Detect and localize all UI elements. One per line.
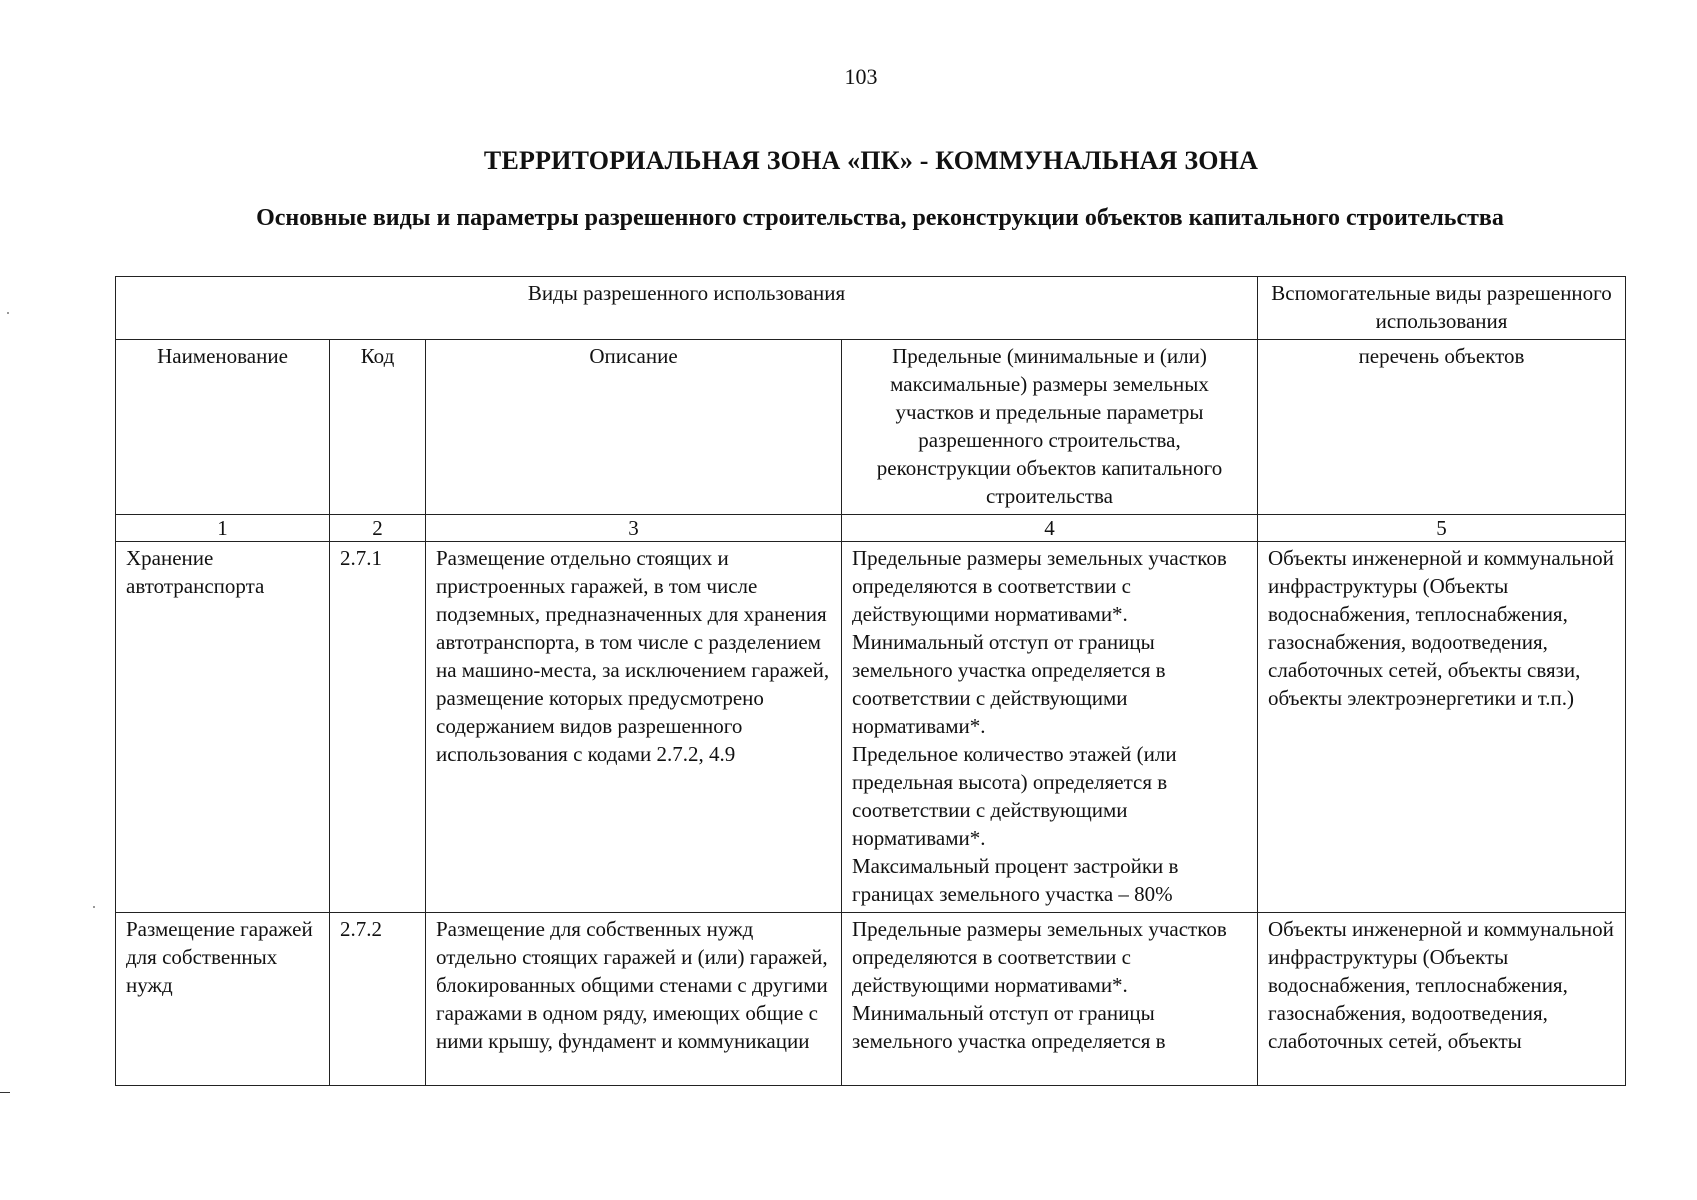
column-number: 3 xyxy=(426,515,842,542)
limits-line: Предельное количество этажей (или предельная высота) определяется в соответствии с действующими нормативами*. xyxy=(852,742,1177,850)
header-limits: Предельные (минимальные и (или) максимальные) размеры земельных участков и предельные параметры разрешенного строительства, реконструкции объектов капитального строительства xyxy=(842,340,1258,515)
column-number: 2 xyxy=(330,515,426,542)
column-number-row xyxy=(116,515,1626,542)
column-number: 5 xyxy=(1258,515,1626,542)
group-header-row xyxy=(116,277,1626,340)
cell-description: Размещение отдельно стоящих и пристроенных гаражей, в том числе подземных, предназначенных для хранения автотранспорта, в том числе с разделением на машино-места, за исключением гаражей, размещение которых предусмотрено содержанием видов разрешенного использования с кодами 2.7.2, 4.9 xyxy=(426,542,842,913)
header-description: Описание xyxy=(426,340,842,515)
cell-name-text: Размещение гаражей для собственных нужд xyxy=(126,917,313,997)
cell-name: Хранение автотранспорта xyxy=(116,542,330,913)
cell-limits xyxy=(842,542,1258,913)
zone-title: ТЕРРИТОРИАЛЬНАЯ ЗОНА «ПК» - КОММУНАЛЬНАЯ ЗОНА xyxy=(483,146,1259,175)
header-main-group: Виды разрешенного использования xyxy=(116,277,1258,340)
cell-objects-text: Объекты инженерной и коммунальной инфраструктуры (Объекты водоснабжения, теплоснабжения, газоснабжения, водоотведения, слаботочных сетей, объекты xyxy=(1268,917,1614,1053)
section-subtitle: Основные виды и параметры разрешенного строительства, реконструкции объектов капитального строительства xyxy=(256,205,1504,231)
scan-dot xyxy=(93,906,95,908)
cell-objects xyxy=(1258,913,1626,1086)
cell-description-text: Размещение для собственных нужд отдельно стоящих гаражей и (или) гаражей, блокированных общими стенами с другими гаражами в одном ряду, имеющих общие с ними крышу, фундамент и коммуникации xyxy=(436,917,828,1053)
limits-line: Предельные размеры земельных участков определяются в соответствии с действующими нормативами*. xyxy=(852,546,1227,626)
cell-objects: Объекты инженерной и коммунальной инфраструктуры (Объекты водоснабжения, теплоснабжения, газоснабжения, водоотведения, слаботочных сетей, объекты связи, объекты электроэнергетики и т.п.) xyxy=(1258,542,1626,913)
table-row xyxy=(116,542,1626,913)
header-name: Наименование xyxy=(116,340,330,515)
limits-line: Минимальный отступ от границы земельного участка определяется в соответствии с действующими нормативами*. xyxy=(852,630,1166,738)
header-objects: перечень объектов xyxy=(1258,340,1626,515)
header-code: Код xyxy=(330,340,426,515)
limits-line: Минимальный отступ от границы земельного участка определяется в xyxy=(852,1001,1166,1053)
cell-description xyxy=(426,913,842,1086)
scan-dot xyxy=(7,312,9,314)
limits-clip xyxy=(852,915,1247,1077)
land-use-table xyxy=(115,276,1626,1086)
cell-limits xyxy=(842,913,1258,1086)
column-number: 4 xyxy=(842,515,1258,542)
cell-name xyxy=(116,913,330,1086)
page-number: 103 xyxy=(844,64,878,89)
column-number: 1 xyxy=(116,515,330,542)
header-auxiliary-group: Вспомогательные виды разрешенного использования xyxy=(1258,277,1626,340)
limits-line: Предельные размеры земельных участков определяются в соответствии с действующими нормативами*. xyxy=(852,917,1227,997)
cell-code: 2.7.1 xyxy=(330,542,426,913)
table-row xyxy=(116,913,1626,1086)
margin-tick-mark xyxy=(0,1092,10,1093)
limits-line: Максимальный процент застройки в границах земельного участка – 80% xyxy=(852,854,1179,906)
cell-code-text: 2.7.2 xyxy=(340,917,382,941)
cell-code xyxy=(330,913,426,1086)
column-header-row xyxy=(116,340,1626,515)
